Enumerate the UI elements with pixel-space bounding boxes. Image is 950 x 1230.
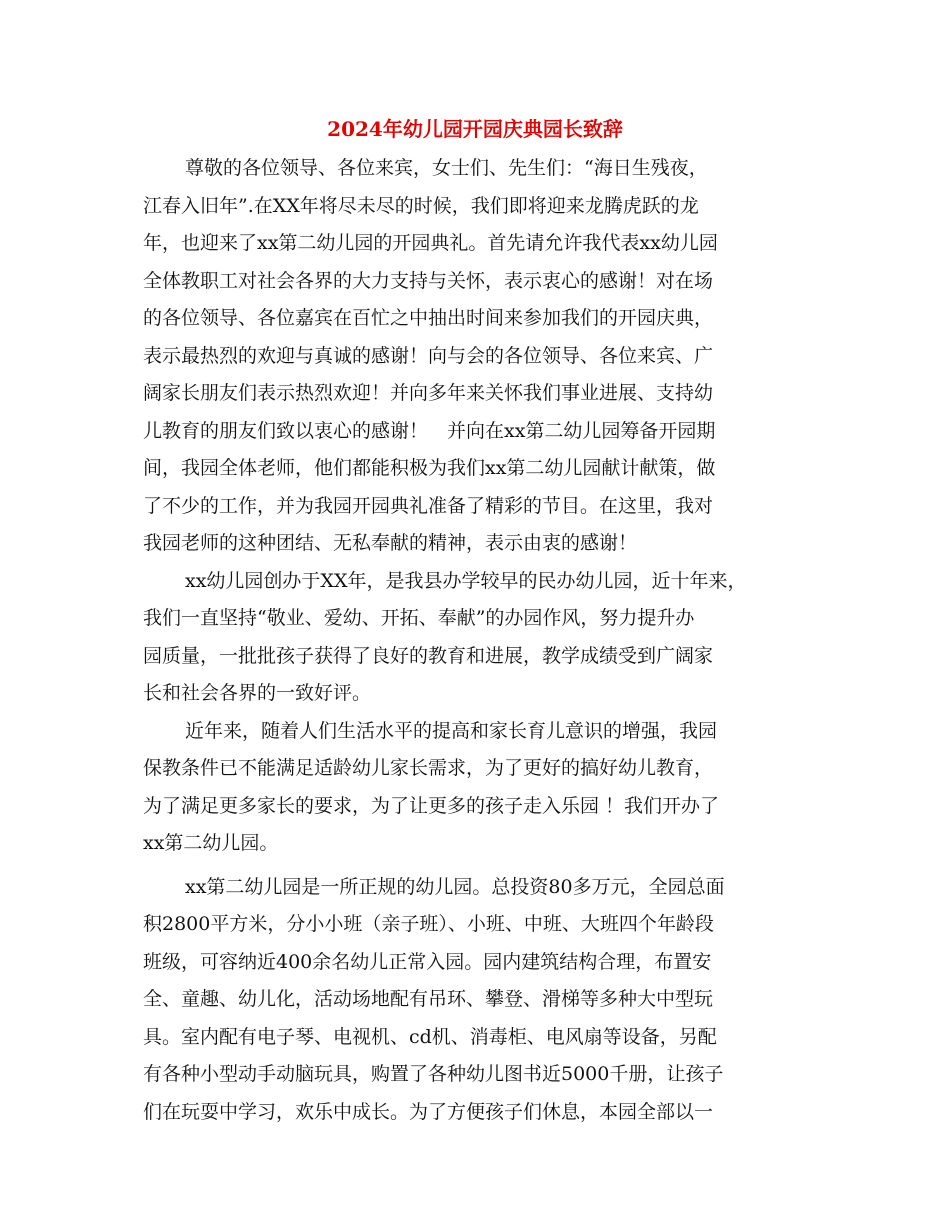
body-line: xx幼儿园创办于XX年，是我县办学较早的民办幼儿园，近十年来， bbox=[185, 569, 747, 592]
body-line: 近年来，随着人们生活水平的提高和家长育儿意识的增强，我园 bbox=[185, 719, 718, 742]
body-line: 表示最热烈的欢迎与真诚的感谢！向与会的各位领导、各位来宾、广 bbox=[143, 344, 714, 367]
body-line: 全、童趣、幼儿化，活动场地配有吊环、攀登、滑梯等多种大中型玩 bbox=[143, 988, 714, 1010]
body-line: xx第二幼儿园是一所正规的幼儿园。总投资80多万元，全园总面 bbox=[185, 875, 725, 898]
body-line: 班级，可容纳近400余名幼儿正常入园。园内建筑结构合理，布置安 bbox=[143, 950, 712, 973]
body-line: 我们一直坚持“敬业、爱幼、开拓、奉献”的办园作风，努力提升办 bbox=[143, 607, 695, 629]
body-line: 儿教育的朋友们致以衷心的感谢！ 并向在xx第二幼儿园筹备开园期 bbox=[143, 419, 716, 442]
body-line: 我园老师的这种团结、无私奉献的精神，表示由衷的感谢！ bbox=[143, 532, 638, 554]
body-line: 江春入旧年”.在XX年将尽未尽的时候，我们即将迎来龙腾虎跃的龙 bbox=[143, 194, 699, 217]
body-line: 尊敬的各位领导、各位来宾，女士们、先生们：“海日生残夜， bbox=[185, 157, 708, 179]
body-line: 有各种小型动手动脑玩具，购置了各种幼儿图书近5000千册，让孩子 bbox=[143, 1063, 724, 1085]
body-line: 年，也迎来了xx第二幼儿园的开园典礼。首先请允许我代表xx幼儿园 bbox=[143, 232, 718, 254]
body-line: 积2800平方米，分小小班（亲子班）、小班、中班、大班四个年龄段 bbox=[143, 913, 714, 935]
body-line: 的各位领导、各位嘉宾在百忙之中抽出时间来参加我们的开园庆典， bbox=[143, 307, 714, 329]
body-line: 们在玩耍中学习，欢乐中成长。为了方便孩子们休息，本园全部以一 bbox=[143, 1100, 714, 1123]
document-title: 2024年幼儿园开园庆典园长致辞 bbox=[327, 117, 623, 141]
body-line: 长和社会各界的一致好评。 bbox=[143, 682, 372, 704]
body-line: 保教条件已不能满足适龄幼儿家长需求，为了更好的搞好幼儿教育， bbox=[143, 757, 714, 779]
body-line: 全体教职工对社会各界的大力支持与关怀，表示衷心的感谢！对在场 bbox=[143, 269, 714, 292]
body-line: 间，我园全体老师，他们都能积极为我们xx第二幼儿园献计献策，做 bbox=[143, 457, 716, 479]
body-line: 了不少的工作，并为我园开园典礼准备了精彩的节目。在这里，我对 bbox=[143, 494, 714, 517]
body-line: 园质量，一批批孩子获得了良好的教育和进展，教学成绩受到广阔家 bbox=[143, 644, 714, 667]
body-line: xx第二幼儿园。 bbox=[143, 832, 279, 854]
body-line: 具。室内配有电子琴、电视机、cd机、消毒柜、电风扇等设备，另配 bbox=[143, 1025, 717, 1048]
body-line: 阔家长朋友们表示热烈欢迎！并向多年来关怀我们事业进展、支持幼 bbox=[143, 382, 714, 404]
body-line: 为了满足更多家长的要求，为了让更多的孩子走入乐园 ！我们开办了 bbox=[143, 794, 720, 817]
document-body bbox=[143, 150, 843, 1131]
